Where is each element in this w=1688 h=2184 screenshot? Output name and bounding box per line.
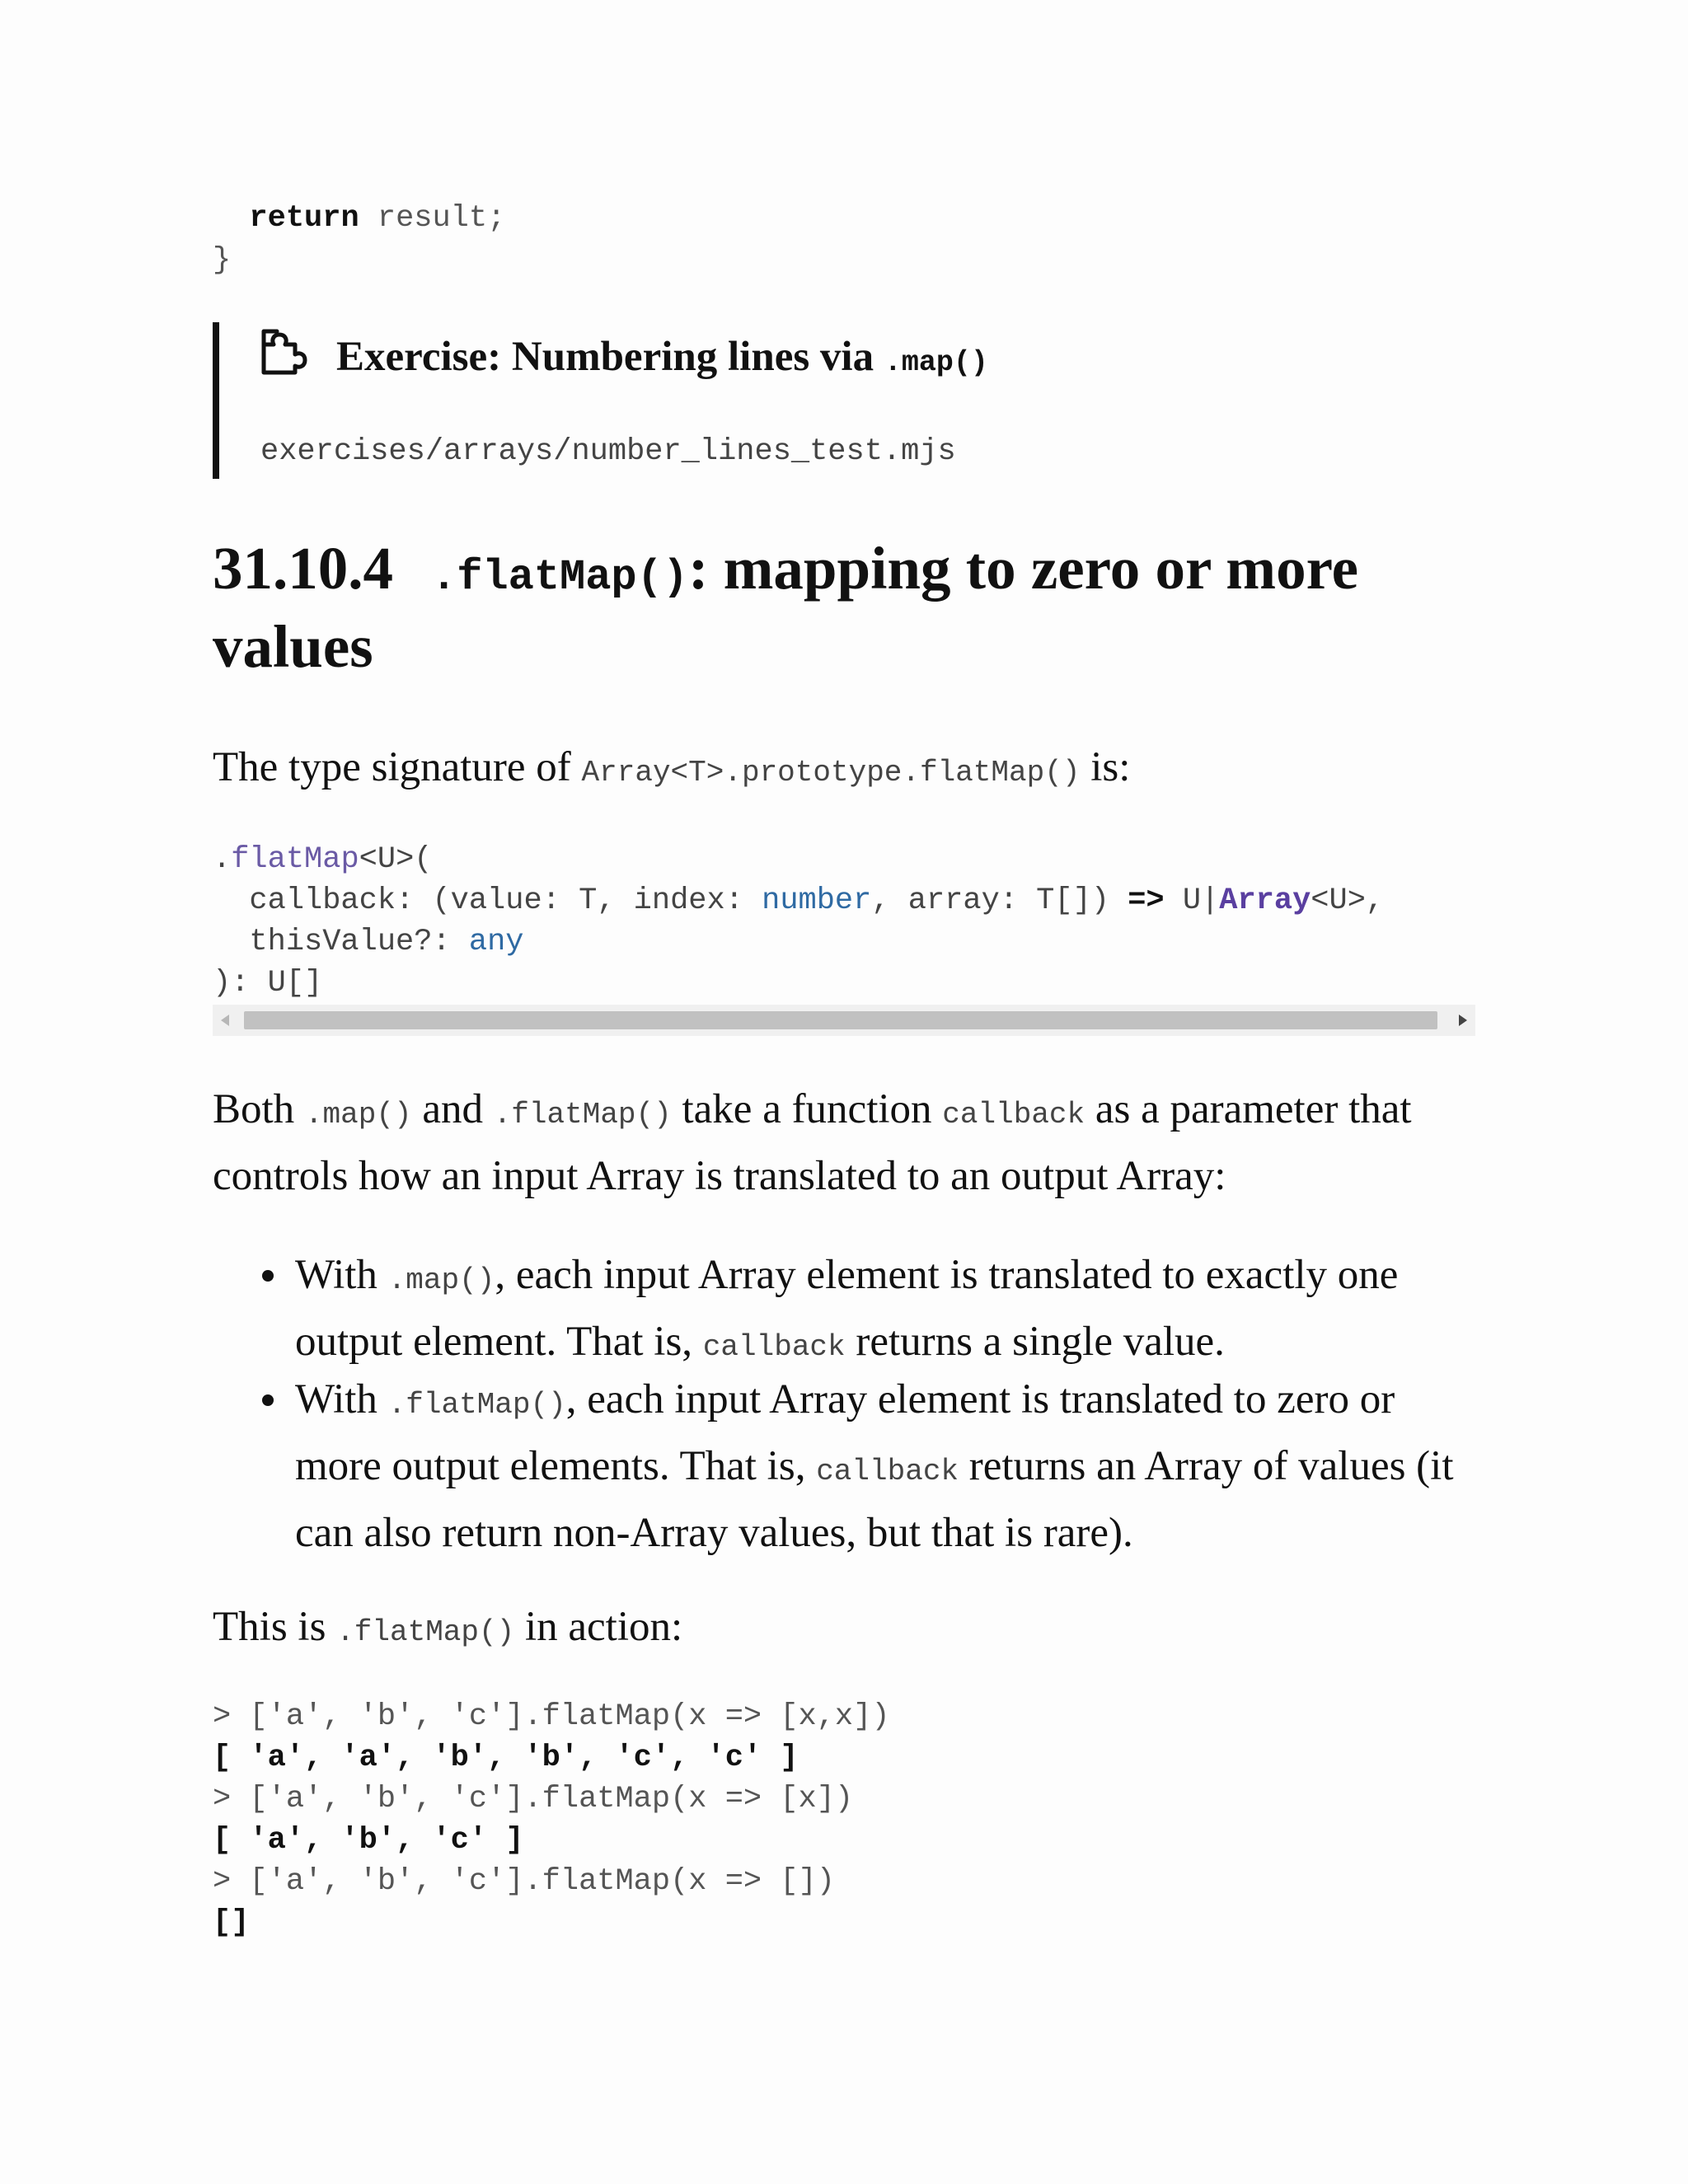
section-heading	[213, 534, 1531, 682]
code-line-output: [ 'a', 'a', 'b', 'b', 'c', 'c' ]	[213, 1741, 799, 1775]
li1-text-a: With	[295, 1252, 388, 1298]
code-line-input: > ['a', 'b', 'c'].flatMap(x => [])	[213, 1864, 835, 1899]
exercise-callout-bar	[213, 322, 219, 479]
p2-text-d: as a parameter that controls how an input Array is translated to an output Array:	[213, 1086, 1412, 1199]
return-rest: result;	[359, 201, 506, 236]
section-number: 31.10.4	[213, 535, 393, 602]
p2-text-a: Both	[213, 1086, 305, 1132]
p3-text-a: This is	[213, 1604, 337, 1650]
li1-text-b: , each input Array element is translated to exactly one output element. That is,	[295, 1252, 1399, 1365]
scrollbar-thumb[interactable]	[244, 1011, 1437, 1029]
sig-arrow: =>	[1128, 883, 1165, 918]
exercise-title	[336, 328, 988, 391]
sig-l2-d: <U>,	[1311, 883, 1385, 918]
li1-code-map: .map()	[387, 1263, 495, 1297]
scroll-left-arrow-icon[interactable]	[221, 1015, 229, 1026]
sig-l2-a: callback: (value: T, index:	[213, 883, 762, 918]
code-horizontal-scrollbar[interactable]	[213, 1005, 1475, 1036]
p2-text-c: take a function	[671, 1086, 943, 1132]
p1-text-a: The type signature of	[213, 744, 582, 790]
flatmap-example-code-block	[213, 1696, 890, 1943]
list-item	[295, 1369, 1482, 1564]
code-line-output: []	[213, 1905, 250, 1940]
code-line-output: [ 'a', 'b', 'c' ]	[213, 1823, 524, 1858]
sig-l2-b: , array: T[])	[871, 883, 1128, 918]
puzzle-icon	[259, 325, 318, 376]
sig-l4: ): U[]	[213, 966, 323, 1001]
p1-code: Array<T>.prototype.flatMap()	[581, 756, 1081, 790]
li2-code-callback: callback	[816, 1455, 959, 1488]
sig-array-type: Array	[1219, 883, 1311, 918]
section-heading-code: .flatMap()	[431, 553, 689, 602]
sig-fn-name: flatMap	[231, 842, 359, 877]
bullet	[262, 1270, 274, 1282]
sig-number-type: number	[762, 883, 872, 918]
closing-brace: }	[213, 243, 232, 278]
list-item	[295, 1244, 1482, 1378]
section-heading-title: : mapping to zero or more values	[213, 535, 1359, 680]
sig-l1-b: <U>(	[359, 842, 433, 877]
paragraph-type-signature	[213, 737, 1482, 804]
p1-text-b: is:	[1080, 744, 1131, 790]
code-line-input: > ['a', 'b', 'c'].flatMap(x => [x,x])	[213, 1699, 890, 1734]
sig-l2-c: U|	[1164, 883, 1220, 918]
bullet	[262, 1394, 274, 1406]
sig-l3-a: thisValue?:	[213, 925, 469, 959]
li1-code-callback: callback	[702, 1330, 846, 1364]
paragraph-map-vs-flatmap	[213, 1079, 1482, 1207]
sig-any-type: any	[468, 925, 524, 959]
p3-code: .flatMap()	[336, 1615, 515, 1649]
li2-text-b: , each input Array element is translated to zero or more output elements. That is,	[295, 1376, 1395, 1489]
exercise-title-code: .map()	[884, 346, 988, 379]
sig-l1-a: .	[213, 842, 232, 877]
paragraph-in-action	[213, 1596, 1482, 1663]
return-keyword: return	[249, 201, 359, 236]
p2-code-callback: callback	[942, 1098, 1085, 1132]
p2-code-map: .map()	[304, 1098, 412, 1132]
exercise-path: exercises/arrays/number_lines_test.mjs	[260, 434, 956, 469]
li2-code-flatmap: .flatMap()	[387, 1388, 566, 1422]
p2-text-b: and	[411, 1086, 494, 1132]
p2-code-flatmap: .flatMap()	[493, 1098, 672, 1132]
li1-text-c: returns a single value.	[845, 1319, 1225, 1365]
exercise-title-text: Exercise: Numbering lines via	[336, 334, 884, 380]
p3-text-b: in action:	[514, 1604, 683, 1650]
li2-text-a: With	[295, 1376, 388, 1422]
code-line-input: > ['a', 'b', 'c'].flatMap(x => [x])	[213, 1782, 854, 1816]
scroll-right-arrow-icon[interactable]	[1459, 1015, 1467, 1026]
signature-code-block	[213, 839, 1384, 1004]
li2-text-c: returns an Array of values (it can also return non-Array values, but that is rare).	[295, 1443, 1454, 1556]
code-fragment-top	[213, 198, 505, 282]
